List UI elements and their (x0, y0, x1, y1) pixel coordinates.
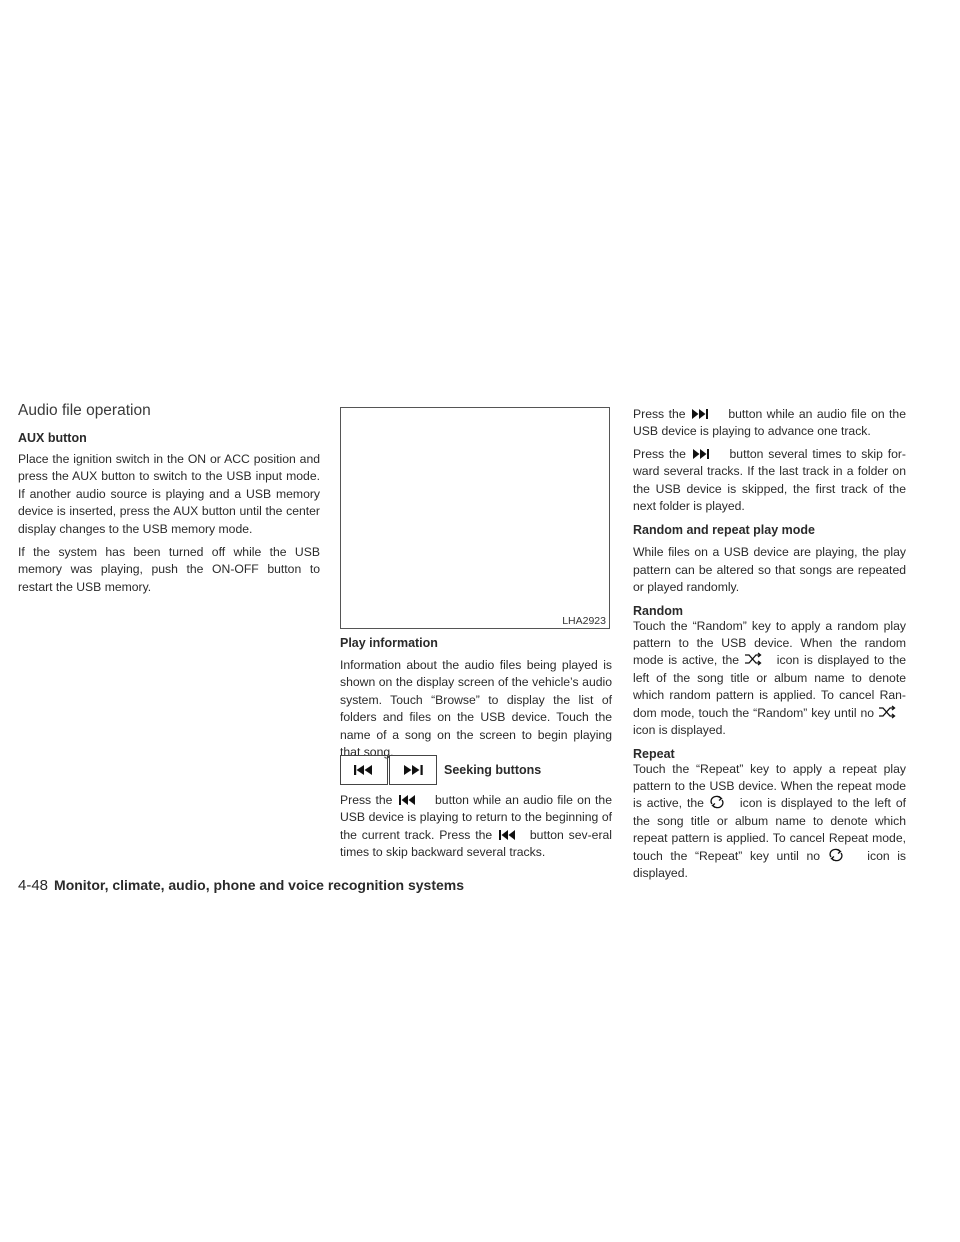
column-seek-forward (633, 406, 906, 882)
aux-paragraph-2: If the system has been turned off while the USB memory was playing, push the ON-OFF button to restart the USB memory. (18, 545, 320, 594)
shuffle-icon (878, 705, 896, 719)
repeat-icon (709, 795, 725, 809)
shuffle-icon (744, 652, 762, 666)
random-repeat-paragraph: While files on a USB device are playing, the play pattern can be altered so that songs are repeated or played randomly. (633, 545, 906, 595)
figure-image (340, 407, 610, 629)
play-info-heading: Play information (340, 636, 438, 650)
skip-forward-icon (691, 448, 711, 460)
skip-back-icon (351, 763, 377, 777)
skip-forward-icon (690, 408, 710, 420)
repeat-paragraph: Touch the “Repeat” key to apply a repeat play pattern to the USB device. When the repeat mode is active, the icon is displayed to the left of the song title or album name to denote which repeat pattern is applied. To cancel Repeat mode, touch the “Repeat” key until no icon is displayed. (633, 761, 907, 880)
column-aux (18, 431, 320, 596)
section-title: Audio file operation (18, 402, 151, 419)
column-play-info (340, 636, 612, 761)
seek-forward-paragraph: Press the button while an audio file on the USB device is playing to advance one track. (633, 407, 906, 439)
skip-forward-icon (400, 763, 426, 777)
skip-back-icon (497, 829, 517, 841)
seek-forward-several-paragraph: Press the button several times to skip for-ward several tracks. If the last track in a folder on the USB device is skipped, the first track of the next folder is played. (633, 446, 906, 514)
chapter-title: Monitor, climate, audio, phone and voice recognition systems (54, 877, 464, 893)
page-number: 4-48 (18, 877, 49, 894)
aux-paragraph-1: Place the ignition switch in the ON or ACC position and press the AUX button to switch to the USB input mode. If another audio source is playing and a USB memory device is inserted, press the AUX button until the center display changes to the USB memory mode. (18, 452, 320, 536)
aux-heading: AUX button (18, 431, 87, 445)
play-info-paragraph: Information about the audio files being played is shown on the display screen of the vehicle’s audio system. Touch “Browse” to display the list of folders and files on the USB device. Touch the name of a song on the screen to begin playing that song. (340, 658, 612, 760)
seek-forward-button (389, 755, 437, 785)
random-heading: Random (633, 603, 683, 618)
repeat-icon (828, 848, 844, 862)
seek-buttons-row (340, 754, 541, 786)
page-footer (18, 877, 464, 894)
random-repeat-heading: Random and repeat play mode (633, 523, 815, 538)
seek-back-button (340, 755, 388, 785)
repeat-heading: Repeat (633, 746, 675, 761)
seek-buttons-label: Seeking buttons (444, 763, 542, 777)
seek-back-text (340, 792, 612, 862)
random-paragraph: Touch the “Random” key to apply a random play pattern to the USB device. When the random mode is active, the icon is displayed to the left of the song title or album name to denote which random pattern is applied. To cancel Ran-dom mode, touch the “Random” key until no icon is displayed. (633, 618, 907, 738)
figure-label: LHA2923 (562, 615, 606, 627)
skip-back-icon (397, 794, 417, 806)
seek-back-paragraph: Press the button while an audio file on the USB device is playing to return to the beginning of the current track. Press the button sev-eral times to skip backward several tracks. (340, 793, 612, 860)
